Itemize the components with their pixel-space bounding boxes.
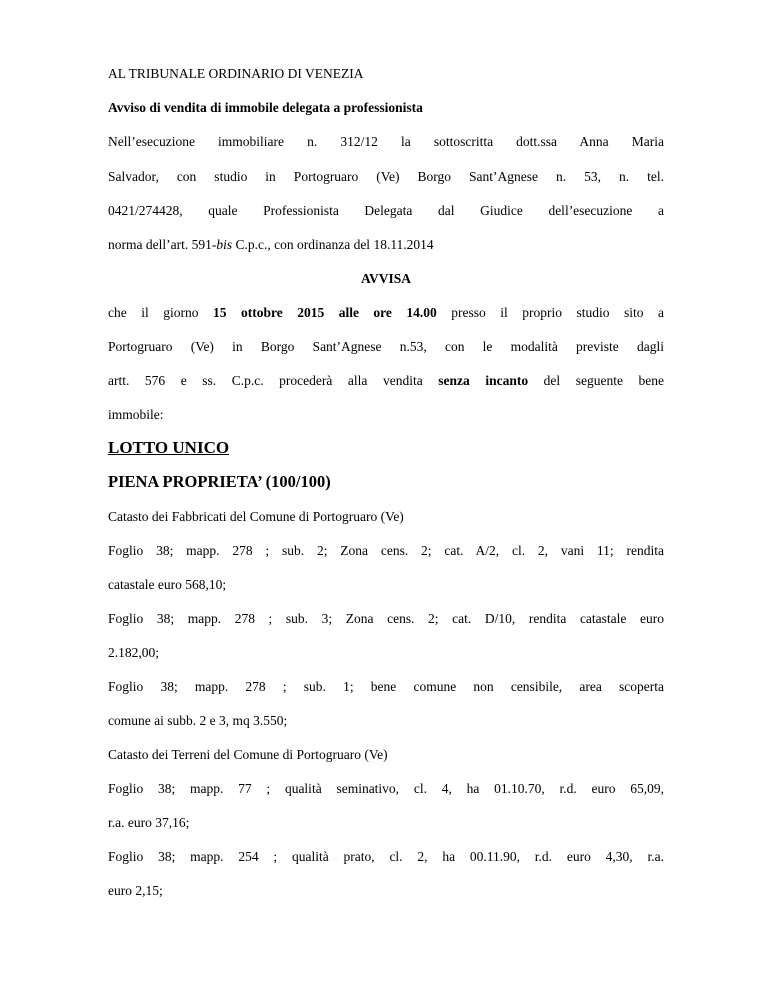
notice-line-4: immobile: xyxy=(108,407,164,422)
intro-line-2: Salvador, con studio in Portogruaro (Ve) Borgo Sant’Agnese n. 53, n. tel. xyxy=(108,169,664,184)
catasto-fabbricati-label: Catasto dei Fabbricati del Comune di Portogruaro (Ve) xyxy=(108,509,404,524)
notice-line-1-post: presso il proprio studio sito a xyxy=(436,305,664,320)
notice-line-3-post: del seguente bene xyxy=(528,373,664,388)
notice-date: 15 ottobre 2015 alle ore 14.00 xyxy=(212,305,437,320)
fabbricato-3-line-2: comune ai subb. 2 e 3, mq 3.550; xyxy=(108,713,288,728)
terreno-1-line-2: r.a. euro 37,16; xyxy=(108,815,190,830)
fabbricato-2-line-2: 2.182,00; xyxy=(108,645,160,660)
catasto-terreni-label: Catasto dei Terreni del Comune di Portogruaro (Ve) xyxy=(108,747,388,762)
avvisa-heading: AVVISA xyxy=(360,271,412,286)
fabbricato-3-line-1: Foglio 38; mapp. 278 ; sub. 1; bene comune non censibile, area scoperta xyxy=(108,679,664,694)
intro-line-4-post: C.p.c., con ordinanza del 18.11.2014 xyxy=(232,237,434,252)
fabbricato-2-line-1: Foglio 38; mapp. 278 ; sub. 3; Zona cens. 2; cat. D/10, rendita catastale euro xyxy=(108,611,664,626)
intro-line-4-pre: norma dell’art. 591- xyxy=(108,237,217,252)
notice-title: Avviso di vendita di immobile delegata a professionista xyxy=(108,100,423,115)
piena-proprieta-heading: PIENA PROPRIETA’ (100/100) xyxy=(108,472,331,491)
intro-line-1: Nell’esecuzione immobiliare n. 312/12 la sottoscritta dott.ssa Anna Maria xyxy=(108,134,664,149)
notice-line-1 xyxy=(108,304,664,321)
fabbricato-1-line-2: catastale euro 568,10; xyxy=(108,577,227,592)
terreno-2-line-1: Foglio 38; mapp. 254 ; qualità prato, cl. 2, ha 00.11.90, r.d. euro 4,30, r.a. xyxy=(108,849,664,864)
lotto-heading: LOTTO UNICO xyxy=(108,438,230,457)
notice-senza-incanto: senza incanto xyxy=(438,373,529,388)
notice-line-1-pre: che il giorno xyxy=(108,305,213,320)
notice-line-3 xyxy=(108,372,664,389)
intro-line-3: 0421/274428, quale Professionista Delegata dal Giudice dell’esecuzione a xyxy=(108,203,664,218)
intro-line-4 xyxy=(108,236,664,253)
terreno-2-line-2: euro 2,15; xyxy=(108,883,163,898)
notice-line-3-pre: artt. 576 e ss. C.p.c. procederà alla vendita xyxy=(108,373,439,388)
terreno-1-line-1: Foglio 38; mapp. 77 ; qualità seminativo, cl. 4, ha 01.10.70, r.d. euro 65,09, xyxy=(108,781,664,796)
intro-line-4-italic: bis xyxy=(216,237,233,252)
fabbricato-1-line-1: Foglio 38; mapp. 278 ; sub. 2; Zona cens. 2; cat. A/2, cl. 2, vani 11; rendita xyxy=(108,543,664,558)
court-heading: AL TRIBUNALE ORDINARIO DI VENEZIA xyxy=(108,66,364,81)
notice-line-2: Portogruaro (Ve) in Borgo Sant’Agnese n.53, con le modalità previste dagli xyxy=(108,339,664,354)
